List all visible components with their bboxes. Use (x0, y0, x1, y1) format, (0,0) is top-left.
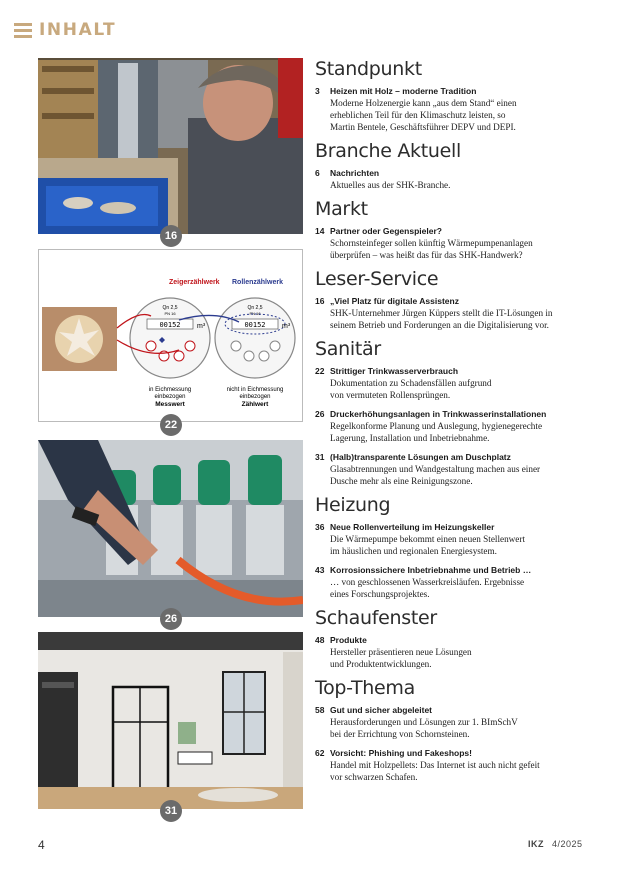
toc-entry[interactable] (315, 747, 605, 783)
table-of-contents (315, 58, 605, 790)
entry-page-number: 48 (315, 635, 325, 645)
toc-entry[interactable] (315, 564, 605, 600)
left-diagram-title: Zeigerzählwerk (169, 279, 220, 286)
entry-description: im häuslichen und regionalen Energiesystem. (330, 546, 497, 556)
magazine-name: IKZ (528, 839, 544, 849)
entry-description: Glasabtrennungen und Wandgestaltung machen aus einer (330, 464, 541, 474)
right-unit: m³ (282, 323, 291, 330)
section-title: Markt (315, 198, 368, 220)
entry-description: und Produktentwicklungen. (330, 659, 432, 669)
section-title: Top-Thema (315, 677, 415, 699)
entry-page-number: 36 (315, 522, 325, 532)
page-badge: 22 (160, 414, 182, 436)
entry-page-number: 6 (315, 168, 320, 178)
right-dial-text: Qn 2,5 (247, 305, 263, 311)
entry-heading: Druckerhöhungsanlagen in Trinkwasserinstallationen (330, 409, 547, 419)
toc-section (315, 607, 605, 670)
entry-description: SHK-Unternehmer Jürgen Küppers stellt die IT-Lösungen in (330, 308, 553, 318)
entry-heading: Partner oder Gegenspieler? (330, 226, 442, 236)
entry-description: eines Forschungsprojektes. (330, 589, 430, 599)
toc-entry[interactable] (315, 451, 605, 487)
entry-description: Martin Bentele, Geschäftsführer DEPV und DEPI. (330, 122, 516, 132)
entry-heading: Strittiger Trinkwasserverbrauch (330, 366, 459, 376)
entry-heading: Vorsicht: Phishing und Fakeshops! (330, 748, 472, 758)
entry-description: Schornsteinfeger sollen künftig Wärmepumpenanlagen (330, 238, 533, 248)
menu-icon (14, 23, 32, 38)
entry-page-number: 22 (315, 366, 325, 376)
entry-page-number: 62 (315, 748, 325, 758)
entry-page-number: 14 (315, 226, 325, 236)
entry-heading: Gut und sicher abgeleitet (330, 705, 433, 715)
entry-description: Dokumentation zu Schadensfällen aufgrund (330, 378, 492, 388)
entry-heading: Heizen mit Holz – moderne Tradition (330, 86, 477, 96)
right-caption-3: Zählwert (241, 401, 269, 408)
toc-section (315, 58, 605, 133)
entry-description: Aktuelles aus der SHK-Branche. (330, 180, 451, 190)
toc-entry[interactable] (315, 295, 605, 331)
section-title: Leser-Service (315, 268, 439, 290)
left-caption-3: Messwert (155, 401, 185, 408)
toc-entry[interactable] (315, 634, 605, 670)
entry-description: Dusche mehr als eine Reinigungszone. (330, 476, 473, 486)
left-dial-sub: PN 16 (164, 311, 176, 316)
entry-page-number: 26 (315, 409, 325, 419)
section-title: Schaufenster (315, 607, 437, 629)
right-dial-sub: PN 16 (249, 311, 261, 316)
entry-description: Handel mit Holzpellets: Das Internet ist auch nicht gefeit (330, 760, 540, 770)
entry-page-number: 16 (315, 296, 325, 306)
right-caption-2: einbezogen (239, 394, 271, 400)
entry-heading: Produkte (330, 635, 367, 645)
entry-description: Regelkonforme Planung und Auslegung, hygienegerechte (330, 421, 543, 431)
issue-number: 4/2025 (552, 839, 583, 849)
toc-entry[interactable] (315, 408, 605, 444)
water-meter-diagram-icon (38, 249, 303, 422)
woodworker-photo-icon (38, 58, 303, 234)
toc-section (315, 140, 605, 191)
page-badge: 26 (160, 608, 182, 630)
section-title: Heizung (315, 494, 391, 516)
toc-entry[interactable] (315, 521, 605, 557)
left-digits: 00152 (159, 321, 181, 329)
left-caption-1: in Eichmessung (148, 387, 192, 393)
pumps-photo-icon (38, 440, 303, 617)
toc-section (315, 677, 605, 783)
section-title: Standpunkt (315, 58, 422, 80)
right-caption-1: nicht in Eichmessung (226, 387, 284, 393)
entry-heading: Korrosionssichere Inbetriebnahme und Betrieb … (330, 565, 532, 575)
entry-description: Die Wärmepumpe bekommt einen neuen Stellenwert (330, 534, 526, 544)
entry-page-number: 43 (315, 565, 325, 575)
page-number: 4 (38, 838, 45, 852)
bathroom-photo-icon (38, 632, 303, 809)
page-header (14, 20, 116, 40)
page-badge: 16 (160, 225, 182, 247)
entry-description: Moderne Holzenergie kann „aus dem Stand“ einen (330, 98, 517, 108)
entry-description: … von geschlossenen Wasserkreisläufen. Ergebnisse (330, 577, 525, 587)
section-title: Sanitär (315, 338, 381, 360)
entry-description: vor schwarzen Schafen. (330, 772, 418, 782)
entry-description: Lagerung, Installation und Inbetriebnahme. (330, 433, 490, 443)
toc-section (315, 494, 605, 600)
entry-description: Herausforderungen und Lösungen zur 1. BImSchV (330, 717, 518, 727)
toc-entry[interactable] (315, 365, 605, 401)
entry-heading: „Viel Platz für digitale Assistenz (330, 296, 459, 306)
left-caption-2: einbezogen (154, 394, 186, 400)
right-digits: 00152 (244, 321, 266, 329)
entry-page-number: 3 (315, 86, 320, 96)
toc-entry[interactable] (315, 85, 605, 133)
entry-description: erheblichen Teil für den Klimaschutz leisten, so (330, 110, 506, 120)
entry-page-number: 31 (315, 452, 325, 462)
toc-section (315, 268, 605, 331)
toc-entry[interactable] (315, 167, 605, 191)
toc-section (315, 198, 605, 261)
entry-heading: (Halb)transparente Lösungen am Duschplatz (330, 452, 511, 462)
section-title: Branche Aktuell (315, 140, 461, 162)
entry-description: bei der Errichtung von Schornsteinen. (330, 729, 470, 739)
page-title: INHALT (39, 20, 117, 40)
issue-footer (528, 839, 583, 849)
entry-heading: Nachrichten (330, 168, 380, 178)
entry-description: von vermuteten Rollensprüngen. (330, 390, 451, 400)
toc-entry[interactable] (315, 704, 605, 740)
toc-section (315, 338, 605, 487)
entry-description: Hersteller präsentieren neue Lösungen (330, 647, 472, 657)
left-dial-text: Qn 2,5 (162, 305, 178, 311)
entry-description: überprüfen – was heißt das für das SHK-Handwerk? (330, 250, 523, 260)
page-badge: 31 (160, 800, 182, 822)
toc-entry[interactable] (315, 225, 605, 261)
entry-heading: Neue Rollenverteilung im Heizungskeller (330, 522, 495, 532)
left-unit: m³ (197, 323, 206, 330)
entry-description: seinem Betrieb und Forderungen an die Digitalisierung vor. (330, 320, 549, 330)
entry-page-number: 58 (315, 705, 325, 715)
right-diagram-title: Rollenzählwerk (232, 279, 283, 286)
